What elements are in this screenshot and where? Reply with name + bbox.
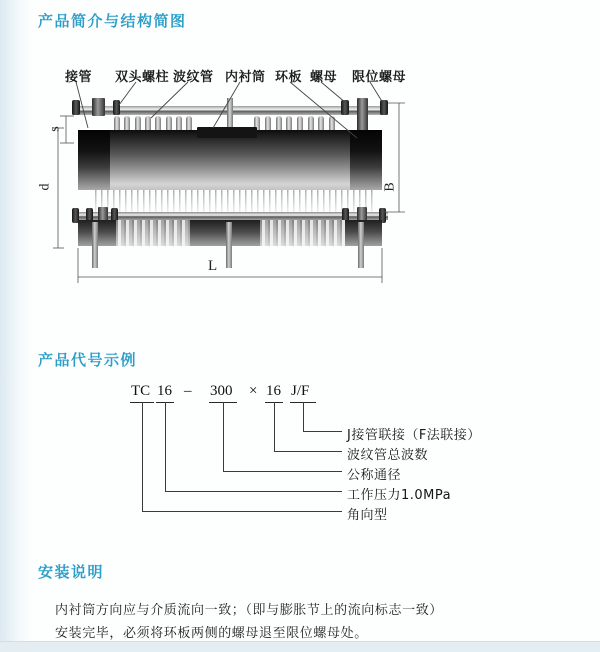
callout-line	[274, 451, 342, 452]
tie-rod-lower	[72, 212, 388, 220]
callout-connection: J接管联接（F法联接）	[347, 428, 481, 443]
section-title-intro: 产品简介与结构简图	[38, 12, 187, 30]
lower-bellows-right	[260, 220, 345, 246]
callout-angular-type: 角向型	[347, 508, 388, 523]
code-pressure: 16	[157, 383, 172, 399]
hanging-stud	[92, 222, 98, 268]
part-label-nut: 螺母	[310, 70, 338, 85]
rod-nut	[72, 100, 80, 115]
code-times: ×	[249, 383, 258, 399]
callout-line	[223, 402, 224, 471]
rod-nut	[113, 100, 120, 115]
section-title-install: 安装说明	[38, 563, 105, 581]
end-collar-left	[78, 130, 110, 190]
code-dash: –	[184, 383, 192, 399]
dim-label-d: d	[37, 183, 53, 191]
callout-line	[303, 402, 304, 431]
callout-line	[223, 471, 342, 472]
ring-plate-stud	[357, 98, 368, 132]
center-stud	[227, 98, 233, 130]
dim-label-L: L	[208, 258, 218, 274]
code-diameter: 300	[210, 383, 233, 399]
part-label-bellows: 波纹管	[173, 70, 214, 85]
callout-wave-count: 波纹管总波数	[347, 448, 429, 463]
install-instruction-2: 安装完毕，必须将环板两侧的螺母退至限位螺母处。	[55, 626, 368, 641]
code-type: TC	[131, 383, 151, 399]
callout-line	[303, 431, 342, 432]
page-edge-shadow-left	[0, 0, 33, 652]
dim-label-B: B	[382, 182, 398, 192]
rod-nut	[341, 100, 349, 115]
lower-bellows-left	[116, 220, 190, 246]
callout-line	[165, 491, 342, 492]
structure-diagram	[37, 62, 440, 292]
callout-line	[142, 511, 342, 512]
limit-nut-part	[380, 100, 388, 115]
part-label-ring-plate: 环板	[275, 70, 303, 85]
joint-body	[78, 130, 382, 190]
section-title-code: 产品代号示例	[38, 351, 138, 369]
part-label-liner: 内衬筒	[225, 70, 266, 85]
page-edge-shadow-bottom	[0, 641, 600, 652]
inner-liner-band	[197, 127, 257, 138]
part-label-pipe: 接管	[65, 70, 93, 85]
hanging-stud	[358, 222, 364, 268]
callout-line	[274, 402, 275, 451]
callout-line	[142, 402, 143, 511]
code-waves: 16	[266, 383, 281, 399]
hanging-stud	[226, 222, 232, 268]
rod-bracket	[92, 98, 105, 116]
callout-line	[165, 402, 166, 491]
part-label-limit-nut: 限位螺母	[352, 70, 407, 85]
install-instruction-1: 内衬筒方向应与介质流向一致；（即与膨胀节上的流向标志一致）	[55, 603, 443, 618]
part-label-stud-bolt: 双头螺柱	[115, 70, 170, 85]
callout-working-pressure: 工作压力1.0MPa	[347, 488, 452, 503]
code-connection: J/F	[291, 383, 310, 399]
lower-center-sleeve	[190, 220, 260, 246]
end-collar-right	[350, 130, 382, 190]
dim-label-s: s	[47, 126, 63, 132]
callout-nominal-diameter: 公称通径	[347, 468, 402, 483]
